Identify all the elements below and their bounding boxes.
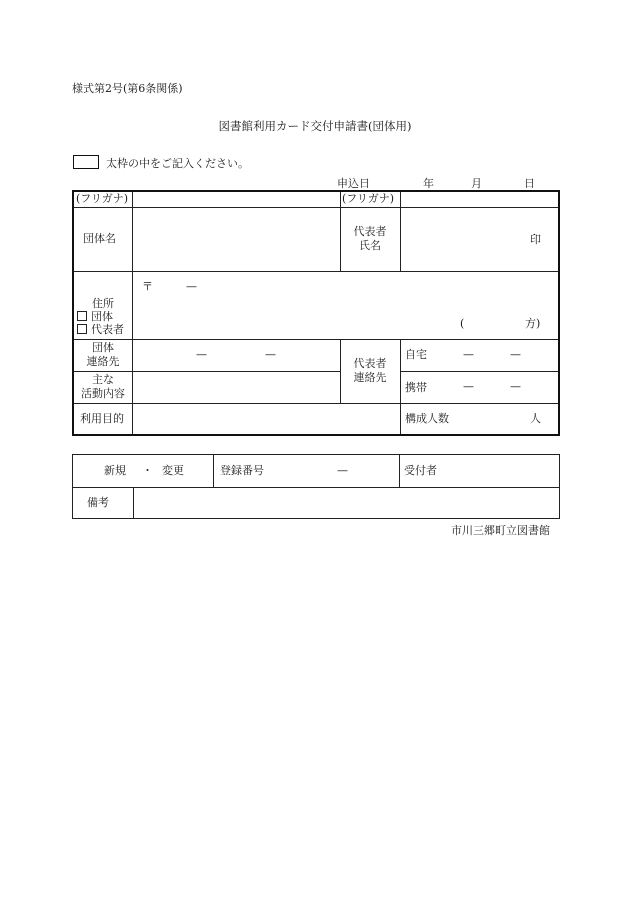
rep-name-furigana-field[interactable]: [402, 193, 556, 206]
rep-checkbox[interactable]: [77, 324, 87, 334]
group-contact-label-line1: 団体: [92, 341, 114, 354]
home-phone-label: 自宅: [405, 348, 427, 361]
group-checkbox[interactable]: [77, 311, 87, 321]
column-divider: [132, 192, 133, 434]
rep-name-label-line1: 代表者: [353, 225, 387, 238]
receiver-field[interactable]: [443, 457, 555, 485]
thick-frame-legend-box: [73, 155, 99, 169]
address-label: 住所: [92, 297, 114, 310]
postal-mark: 〒: [142, 280, 153, 293]
activity-field[interactable]: [134, 373, 338, 401]
column-divider: [400, 192, 401, 271]
row-divider: [74, 403, 558, 404]
activity-label-line2: 活動内容: [81, 387, 125, 400]
member-unit: 人: [530, 412, 541, 425]
furigana-label: (フリガナ): [342, 192, 395, 205]
member-count-label: 構成人数: [405, 412, 449, 425]
mobile-phone-label: 携帯: [405, 381, 427, 394]
group-name-label: 団体名: [83, 232, 116, 245]
rep-contact-label-line2: 連絡先: [353, 371, 387, 384]
group-name-field[interactable]: [134, 209, 338, 269]
column-divider: [133, 487, 134, 518]
remarks-field[interactable]: [135, 489, 555, 516]
address-option-group[interactable]: [77, 310, 113, 324]
group-phone-field[interactable]: [134, 341, 338, 369]
group-name-furigana-field[interactable]: [134, 193, 338, 206]
phone-dash: —: [463, 348, 474, 361]
application-form-table: [72, 190, 560, 436]
row-divider: [74, 339, 558, 340]
phone-dash: —: [510, 348, 521, 361]
postal-dash: —: [186, 280, 197, 293]
rep-name-label-line2: 氏名: [359, 239, 381, 252]
receiver-label: 受付者: [404, 464, 437, 477]
column-divider: [400, 339, 401, 434]
rep-contact-label-line1: 代表者: [353, 357, 387, 370]
option-separator: ・: [142, 464, 153, 477]
mobile-phone-field[interactable]: [434, 373, 556, 401]
purpose-label: 利用目的: [80, 412, 124, 425]
column-divider: [213, 455, 214, 487]
activity-label-line1: 主な: [92, 373, 114, 386]
row-divider: [73, 487, 559, 488]
column-divider: [399, 455, 400, 487]
furigana-label: (フリガナ): [76, 192, 129, 205]
application-date-label: 申込日: [337, 177, 370, 190]
registration-dash: —: [337, 464, 348, 477]
year-label: 年: [423, 177, 434, 190]
form-number: 様式第2号(第6条関係): [72, 82, 183, 95]
seal-mark: 印: [530, 233, 541, 246]
remarks-label: 備考: [87, 496, 109, 509]
purpose-field[interactable]: [134, 405, 398, 432]
phone-dash: —: [196, 348, 207, 361]
month-label: 月: [471, 177, 482, 190]
care-of-open: (: [460, 317, 465, 330]
address-option-group-label: 団体: [91, 310, 113, 323]
member-count-field[interactable]: [458, 405, 528, 432]
group-contact-label-line2: 連絡先: [86, 355, 120, 368]
address-option-rep[interactable]: [77, 323, 124, 337]
new-option[interactable]: 新規: [104, 464, 126, 477]
instruction-text: 太枠の中をご記入ください。: [106, 157, 249, 170]
address-option-rep-label: 代表者: [91, 323, 124, 336]
phone-dash: —: [265, 348, 276, 361]
phone-dash: —: [510, 380, 521, 393]
change-option[interactable]: 変更: [162, 464, 184, 477]
row-divider: [74, 271, 558, 272]
phone-dash: —: [463, 380, 474, 393]
row-divider: [74, 371, 340, 372]
row-divider: [74, 207, 558, 208]
row-divider: [400, 371, 558, 372]
care-of-close: 方): [525, 317, 541, 330]
registration-number-field[interactable]: [269, 457, 397, 485]
document-title: 図書館利用カード交付申請書(団体用): [218, 119, 412, 133]
office-use-table: [72, 454, 560, 519]
library-name: 市川三郷町立図書館: [451, 524, 550, 537]
day-label: 日: [524, 177, 535, 190]
registration-number-label: 登録番号: [220, 464, 264, 477]
address-field[interactable]: [134, 273, 556, 337]
home-phone-field[interactable]: [434, 341, 556, 369]
